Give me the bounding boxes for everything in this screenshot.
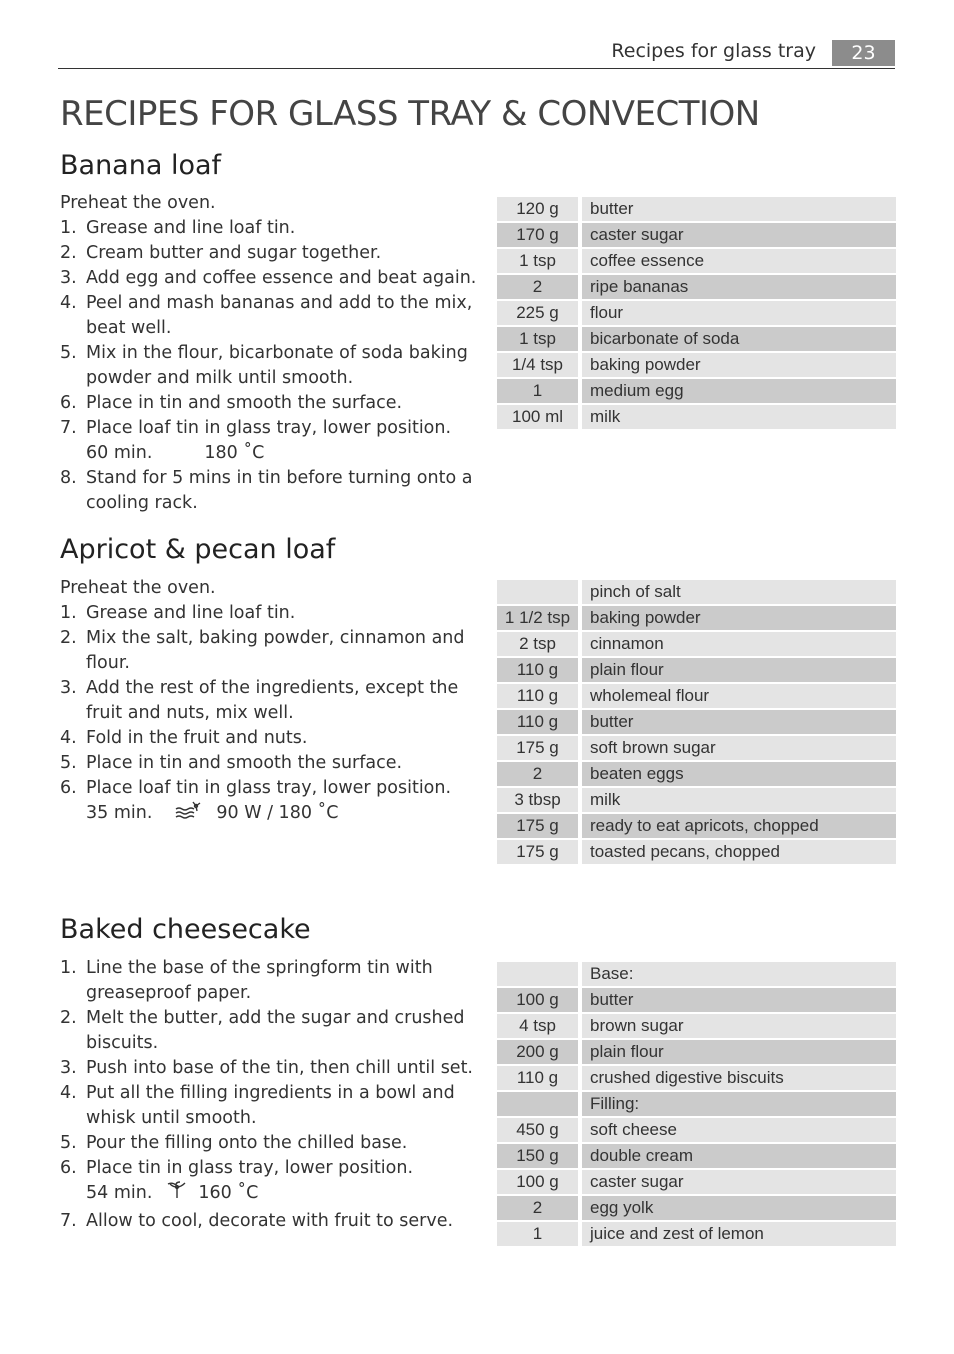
step: 6. Place loaf tin in glass tray, lower position. 35 min. 90 W / 180 ˚C: [60, 776, 490, 829]
ingredient-quantity: 1: [497, 1222, 582, 1246]
recipe-title-baked-cheesecake: Baked cheesecake: [60, 914, 311, 945]
ingredient-name: plain flour: [582, 658, 896, 682]
recipe-steps-baked-cheesecake: [60, 956, 490, 1234]
ingredient-name: soft cheese: [582, 1118, 896, 1142]
microwave-convection-icon: [174, 801, 202, 829]
ingredient-quantity: 1: [497, 379, 582, 403]
step: 4. Put all the filling ingredients in a bowl and whisk until smooth.: [60, 1083, 455, 1128]
step: 2. Melt the butter, add the sugar and crushed biscuits.: [60, 1008, 465, 1053]
ingredient-quantity: 1 tsp: [497, 249, 582, 273]
recipe-intro: Preheat the oven.: [60, 578, 216, 598]
table-row: [497, 788, 896, 812]
ingredient-name: ripe bananas: [582, 275, 896, 299]
table-row: [497, 197, 896, 221]
ingredient-quantity: 110 g: [497, 1066, 582, 1090]
ingredient-quantity: 110 g: [497, 684, 582, 708]
table-row: [497, 353, 896, 377]
step: 5. Mix in the flour, bicarbonate of soda baking powder and milk until smooth.: [60, 343, 468, 388]
step: 2. Cream butter and sugar together.: [60, 243, 382, 263]
cook-temperature: 180 ˚C: [204, 443, 265, 463]
ingredient-name: butter: [582, 988, 896, 1012]
ingredient-quantity: [497, 1092, 582, 1116]
ingredient-quantity: 3 tbsp: [497, 788, 582, 812]
table-row: [497, 327, 896, 351]
step: 3. Add egg and coffee essence and beat again.: [60, 268, 477, 288]
ingredient-quantity: 110 g: [497, 658, 582, 682]
table-row: [497, 736, 896, 760]
ingredient-name: double cream: [582, 1144, 896, 1168]
step: 1. Grease and line loaf tin.: [60, 603, 296, 623]
ingredient-name: ready to eat apricots, chopped: [582, 814, 896, 838]
recipe-title-banana-loaf: Banana loaf: [60, 150, 222, 181]
step: 3. Add the rest of the ingredients, except the fruit and nuts, mix well.: [60, 678, 459, 723]
ingredient-name: baking powder: [582, 353, 896, 377]
ingredient-name: egg yolk: [582, 1196, 896, 1220]
table-row: [497, 580, 896, 604]
ingredients-table-banana-loaf: [497, 195, 896, 431]
step: 5. Place in tin and smooth the surface.: [60, 753, 403, 773]
ingredient-name: caster sugar: [582, 223, 896, 247]
convection-fan-icon: [166, 1181, 188, 1209]
ingredient-name: milk: [582, 405, 896, 429]
step: 7. Place loaf tin in glass tray, lower position. 60 min. 180 ˚C: [60, 416, 490, 466]
table-row: [497, 379, 896, 403]
ingredient-name: toasted pecans, chopped: [582, 840, 896, 864]
ingredient-quantity: 150 g: [497, 1144, 582, 1168]
ingredient-quantity: 225 g: [497, 301, 582, 325]
step: 3. Push into base of the tin, then chill until set.: [60, 1058, 473, 1078]
ingredient-name: brown sugar: [582, 1014, 896, 1038]
ingredient-quantity: 2: [497, 275, 582, 299]
ingredient-name: crushed digestive biscuits: [582, 1066, 896, 1090]
ingredient-quantity: 175 g: [497, 736, 582, 760]
ingredients-table-baked-cheesecake: [497, 960, 896, 1248]
ingredient-quantity: 100 ml: [497, 405, 582, 429]
ingredient-name: bicarbonate of soda: [582, 327, 896, 351]
ingredient-quantity: 110 g: [497, 710, 582, 734]
ingredient-quantity: 2 tsp: [497, 632, 582, 656]
ingredient-name: butter: [582, 197, 896, 221]
table-row: [497, 1196, 896, 1220]
ingredient-name: caster sugar: [582, 1170, 896, 1194]
table-row: [497, 840, 896, 864]
table-row: [497, 405, 896, 429]
ingredient-quantity: 1/4 tsp: [497, 353, 582, 377]
cook-time: 60 min.: [86, 443, 153, 463]
ingredient-name: beaten eggs: [582, 762, 896, 786]
cook-time: 35 min.: [86, 803, 153, 823]
table-row: [497, 658, 896, 682]
section-label: Recipes for glass tray: [611, 40, 816, 62]
table-row: [497, 632, 896, 656]
step: 8. Stand for 5 mins in tin before turning onto a cooling rack.: [60, 468, 473, 513]
table-row: [497, 962, 896, 986]
step: 4. Peel and mash bananas and add to the mix, beat well.: [60, 293, 473, 338]
ingredient-quantity: 100 g: [497, 1170, 582, 1194]
ingredient-quantity: 2: [497, 762, 582, 786]
recipe-steps-apricot-pecan-loaf: [60, 576, 490, 829]
step: 6. Place in tin and smooth the surface.: [60, 393, 403, 413]
table-row: [497, 249, 896, 273]
ingredient-quantity: 1 tsp: [497, 327, 582, 351]
cook-temperature: 90 W / 180 ˚C: [216, 803, 339, 823]
recipe-title-apricot-pecan-loaf: Apricot & pecan loaf: [60, 534, 336, 565]
table-row: [497, 710, 896, 734]
table-row: [497, 1144, 896, 1168]
ingredient-name: soft brown sugar: [582, 736, 896, 760]
step: 7. Allow to cool, decorate with fruit to serve.: [60, 1211, 454, 1231]
ingredient-name: plain flour: [582, 1040, 896, 1064]
table-row: [497, 1222, 896, 1246]
page-title: RECIPES FOR GLASS TRAY & CONVECTION: [60, 94, 760, 134]
ingredient-quantity: [497, 580, 582, 604]
ingredient-quantity: [497, 962, 582, 986]
ingredient-name: pinch of salt: [582, 580, 896, 604]
cook-temperature: 160 ˚C: [198, 1183, 259, 1203]
ingredient-quantity: 450 g: [497, 1118, 582, 1142]
step: 1. Grease and line loaf tin.: [60, 218, 296, 238]
table-row: [497, 1092, 896, 1116]
table-row: [497, 1118, 896, 1142]
ingredient-name: coffee essence: [582, 249, 896, 273]
table-row: [497, 684, 896, 708]
step: 5. Pour the filling onto the chilled base.: [60, 1133, 408, 1153]
step: 2. Mix the salt, baking powder, cinnamon and flour.: [60, 628, 465, 673]
ingredient-name: Base:: [582, 962, 896, 986]
recipe-intro: Preheat the oven.: [60, 193, 216, 213]
ingredient-name: cinnamon: [582, 632, 896, 656]
page-number: 23: [832, 40, 895, 66]
ingredient-quantity: 175 g: [497, 840, 582, 864]
ingredient-name: butter: [582, 710, 896, 734]
table-row: [497, 223, 896, 247]
table-row: [497, 275, 896, 299]
table-row: [497, 1040, 896, 1064]
ingredient-name: flour: [582, 301, 896, 325]
table-row: [497, 301, 896, 325]
ingredient-name: wholemeal flour: [582, 684, 896, 708]
ingredient-quantity: 2: [497, 1196, 582, 1220]
ingredient-name: medium egg: [582, 379, 896, 403]
ingredient-quantity: 175 g: [497, 814, 582, 838]
ingredient-name: juice and zest of lemon: [582, 1222, 896, 1246]
table-row: [497, 606, 896, 630]
header-rule: [58, 68, 895, 69]
table-row: [497, 1066, 896, 1090]
table-row: [497, 1170, 896, 1194]
table-row: [497, 814, 896, 838]
step: 4. Fold in the fruit and nuts.: [60, 728, 308, 748]
ingredient-quantity: 100 g: [497, 988, 582, 1012]
ingredient-name: Filling:: [582, 1092, 896, 1116]
ingredients-table-apricot-pecan-loaf: [497, 578, 896, 866]
ingredient-name: baking powder: [582, 606, 896, 630]
table-row: [497, 1014, 896, 1038]
ingredient-quantity: 4 tsp: [497, 1014, 582, 1038]
step: 6. Place tin in glass tray, lower position. 54 min. 160 ˚C: [60, 1156, 490, 1209]
table-row: [497, 988, 896, 1012]
table-row: [497, 762, 896, 786]
ingredient-quantity: 120 g: [497, 197, 582, 221]
ingredient-quantity: 170 g: [497, 223, 582, 247]
cook-time: 54 min.: [86, 1183, 153, 1203]
recipe-steps-banana-loaf: [60, 191, 490, 516]
step: 1. Line the base of the springform tin with greaseproof paper.: [60, 958, 433, 1003]
ingredient-quantity: 1 1/2 tsp: [497, 606, 582, 630]
ingredient-quantity: 200 g: [497, 1040, 582, 1064]
ingredient-name: milk: [582, 788, 896, 812]
